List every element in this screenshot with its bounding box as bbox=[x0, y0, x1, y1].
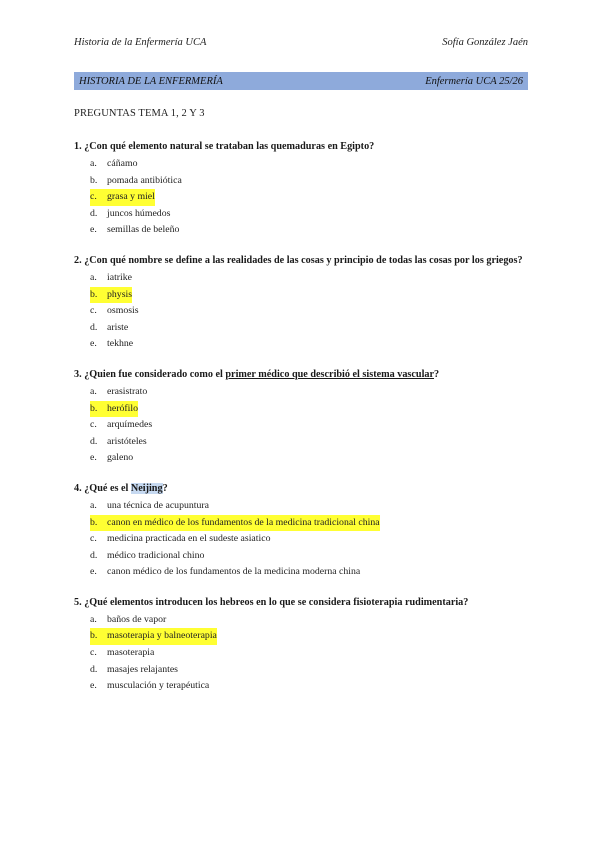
question-3 bbox=[74, 367, 528, 467]
title-bar bbox=[74, 72, 528, 90]
option-d: d. ariste bbox=[90, 321, 129, 333]
options-list bbox=[74, 612, 528, 695]
options-list bbox=[74, 498, 528, 581]
question-text: 2. ¿Con qué nombre se define a las realidades de las cosas y principio de todas las cosas por los griegos? bbox=[74, 254, 523, 266]
underlined-phrase: primer médico que describió el sistema vascular bbox=[225, 368, 435, 380]
options-list bbox=[74, 270, 528, 353]
option-d: d. médico tradicional chino bbox=[90, 549, 205, 561]
highlighted-term: Neijing bbox=[130, 482, 163, 494]
options-list bbox=[74, 384, 528, 467]
option-b-highlighted: b. canon en médico de los fundamentos de la medicina tradicional china bbox=[74, 515, 528, 532]
option-c: c. arquímedes bbox=[90, 419, 153, 431]
option-e: e. tekhne bbox=[90, 338, 134, 350]
header-course: Historia de la Enfermería UCA bbox=[74, 37, 207, 48]
option-c: c. masoterapia bbox=[90, 647, 155, 659]
option-d: d. juncos húmedos bbox=[90, 207, 171, 219]
header-author: Sofía González Jaén bbox=[442, 37, 528, 48]
section-subtitle: PREGUNTAS TEMA 1, 2 Y 3 bbox=[74, 108, 205, 119]
question-text: 5. ¿Qué elementos introducen los hebreos en lo que se considera fisioterapia rudimentaria? bbox=[74, 596, 469, 608]
option-e: e. galeno bbox=[90, 452, 134, 464]
question-text: 1. ¿Con qué elemento natural se trataban las quemaduras en Egipto? bbox=[74, 141, 375, 152]
option-c: c. osmosis bbox=[90, 305, 139, 317]
option-b: b. pomada antibiótica bbox=[90, 174, 182, 186]
question-text: 3. ¿Quien fue considerado como el primer médico que describió el sistema vascular? bbox=[74, 368, 440, 380]
option-e: e. canon médico de los fundamentos de la medicina moderna china bbox=[90, 566, 361, 578]
title-course: Enfermería UCA 25/26 bbox=[425, 75, 523, 87]
page-header bbox=[74, 37, 528, 48]
question-list bbox=[74, 139, 528, 709]
option-a: a. baños de vapor bbox=[90, 613, 167, 625]
option-b-highlighted: b. physis bbox=[74, 287, 528, 304]
option-a: a. iatrike bbox=[90, 271, 133, 283]
option-e: e. musculación y terapéutica bbox=[90, 680, 210, 692]
question-4 bbox=[74, 481, 528, 581]
option-a: a. una técnica de acupuntura bbox=[90, 499, 209, 511]
title-subject: HISTORIA DE LA ENFERMERÍA bbox=[79, 75, 223, 87]
options-list bbox=[74, 156, 528, 239]
question-2 bbox=[74, 253, 528, 353]
option-c: c. medicina practicada en el sudeste asiatico bbox=[90, 533, 271, 545]
option-e: e. semillas de beleño bbox=[90, 224, 180, 236]
option-c-highlighted: c. grasa y miel bbox=[74, 189, 528, 206]
question-5 bbox=[74, 595, 528, 695]
option-b-highlighted: b. masoterapia y balneoterapia bbox=[74, 628, 528, 645]
option-d: d. masajes relajantes bbox=[90, 663, 178, 675]
option-d: d. aristóteles bbox=[90, 435, 147, 447]
option-a: a. erasistrato bbox=[90, 385, 148, 397]
option-b-highlighted: b. herófilo bbox=[74, 401, 528, 418]
option-a: a. cáñamo bbox=[90, 158, 138, 169]
question-text: 4. ¿Qué es el Neijing? bbox=[74, 482, 168, 494]
question-1 bbox=[74, 139, 528, 239]
